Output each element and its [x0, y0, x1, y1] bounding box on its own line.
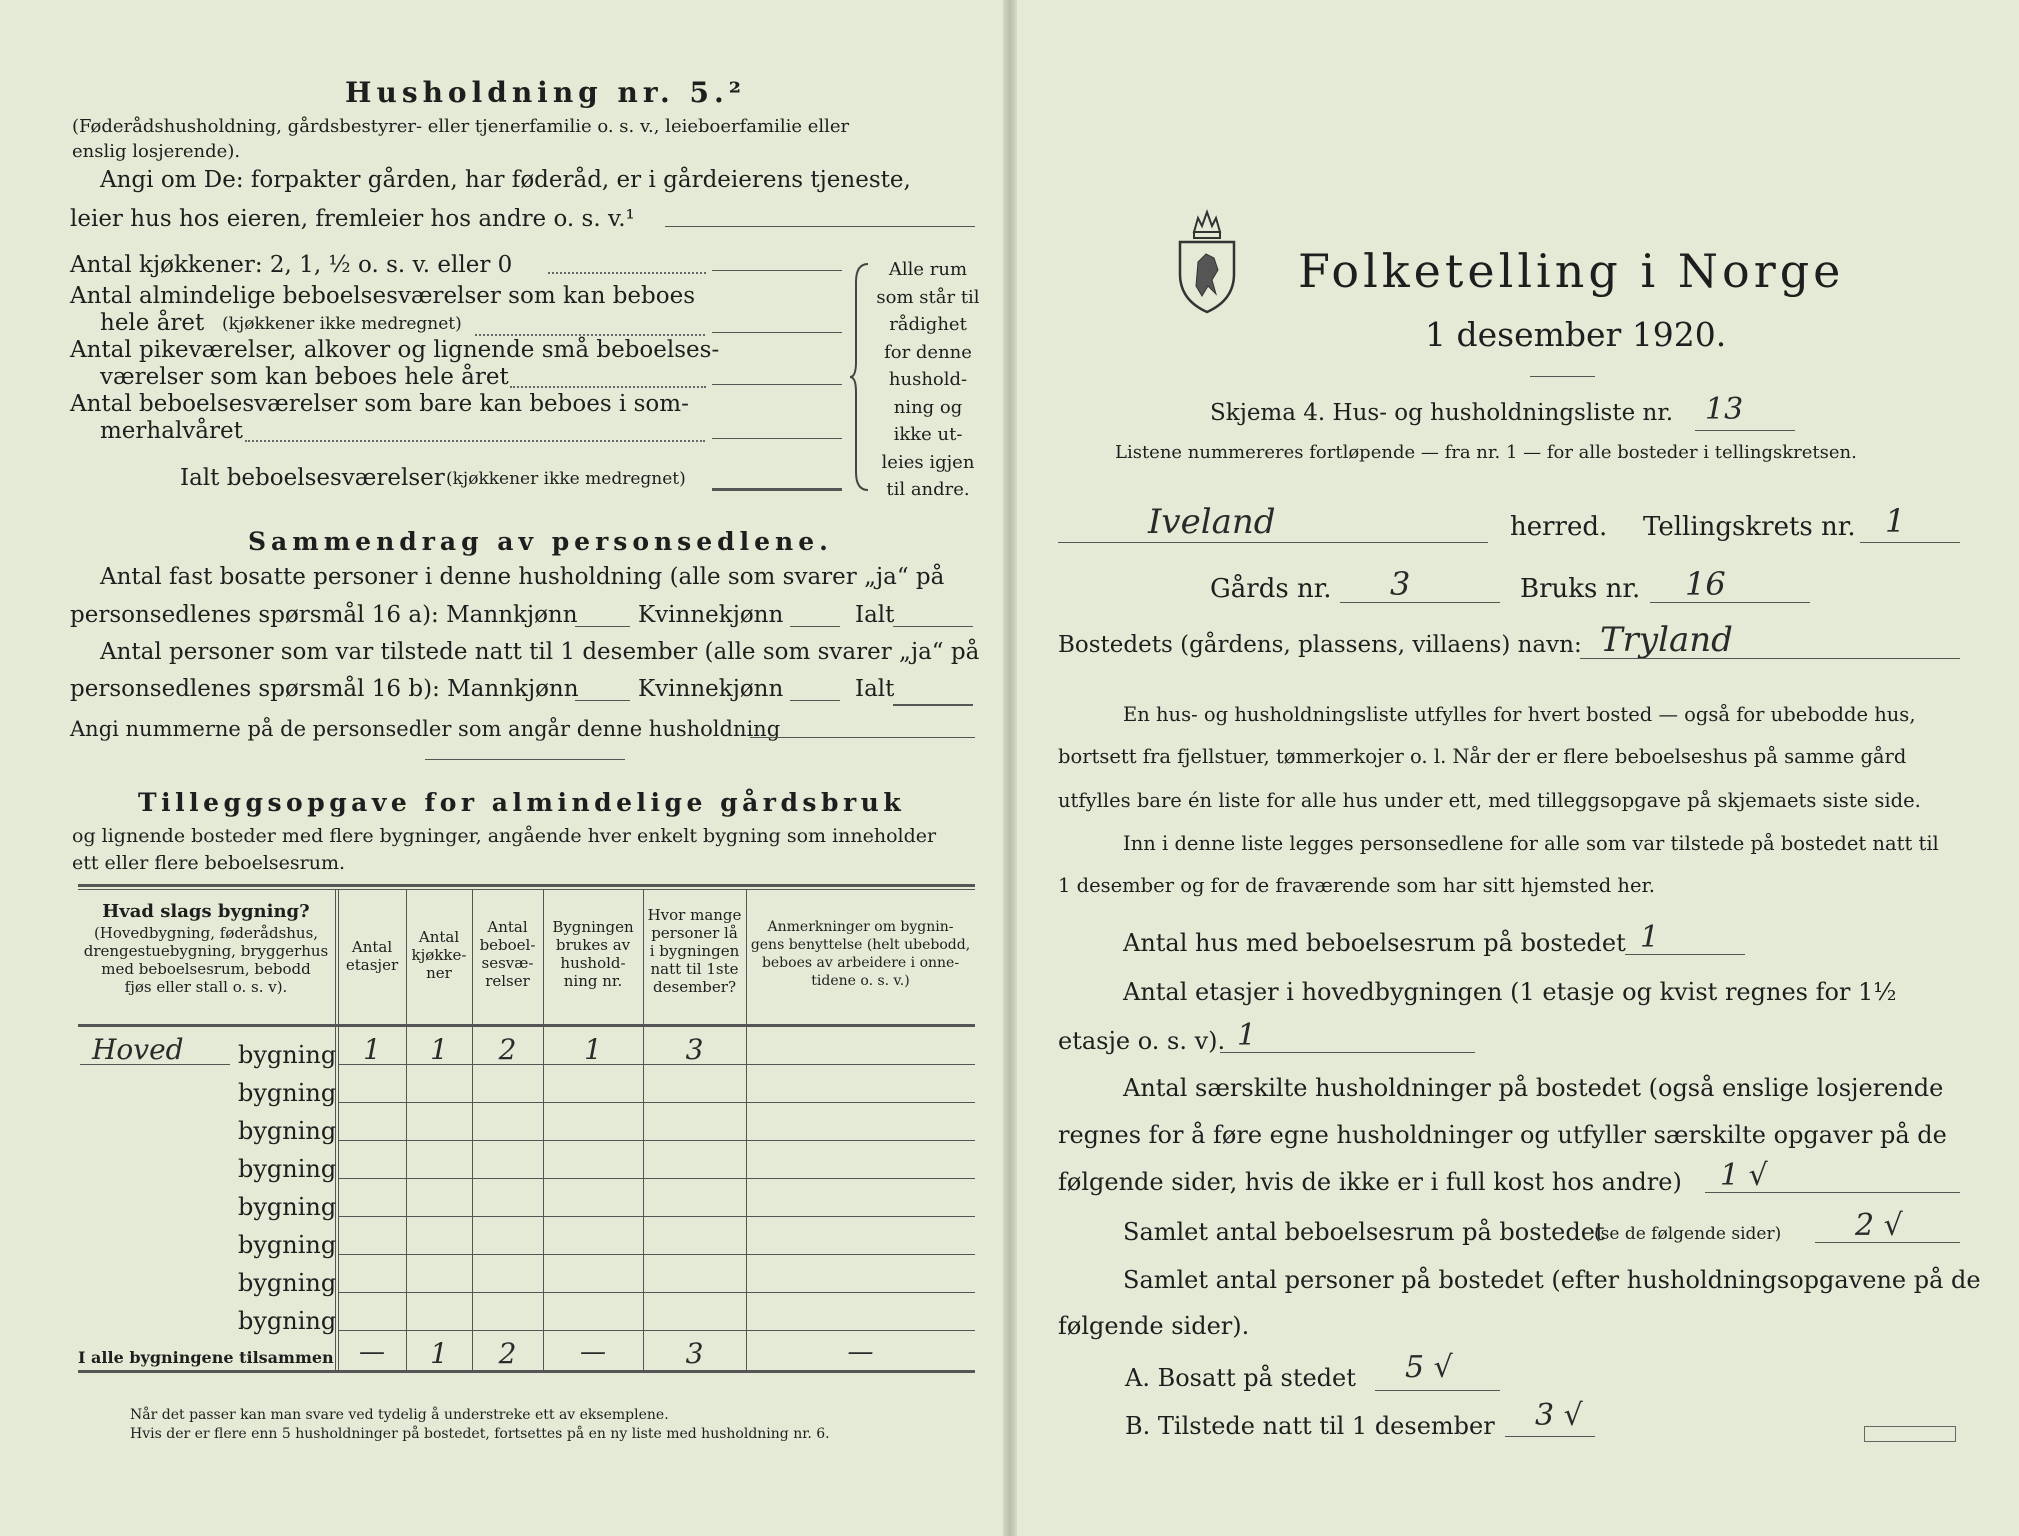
- schema-label: Skjema 4. Hus- og husholdningsliste nr.: [1210, 400, 1674, 426]
- header-line: natt til 1ste: [650, 960, 739, 978]
- header-line: sesvæ-: [481, 954, 534, 972]
- cell-vaerelser[interactable]: 2: [498, 1033, 517, 1066]
- gards-label: Gårds nr.: [1210, 574, 1332, 604]
- angi-answer-line[interactable]: [665, 226, 975, 227]
- krets-value[interactable]: 1: [1885, 502, 1906, 540]
- row-line: [338, 1330, 975, 1331]
- summary-2a: Antal personer som var tilstede natt til 1 desember (alle som svarer „ja“ på: [100, 639, 980, 665]
- ialt-2-label: Ialt: [855, 676, 895, 702]
- rooms-3-answer-line[interactable]: [712, 438, 842, 439]
- rooms-1-answer-line[interactable]: [712, 332, 842, 333]
- total-anmerkninger[interactable]: —: [847, 1337, 874, 1367]
- bosted-line: [1580, 658, 1960, 659]
- total-personer[interactable]: 3: [685, 1337, 704, 1370]
- rooms-1a: Antal almindelige beboelsesværelser som kan beboes: [70, 283, 696, 309]
- q-hush-2: regnes for å føre egne husholdninger og utfyller særskilte opgaver på de: [1058, 1121, 1947, 1149]
- header-building-line: drengestuebygning, bryggerhus: [83, 942, 329, 960]
- rum-line: [1815, 1242, 1960, 1243]
- q-pers-2: følgende sider).: [1058, 1312, 1250, 1340]
- header-line: i bygningen: [649, 942, 740, 960]
- header-building-type: [80, 900, 332, 996]
- census-date: 1 desember 1920.: [1425, 315, 1727, 354]
- row-suffix: bygning: [238, 1041, 337, 1069]
- q-tilstede: B. Tilstede natt til 1 desember: [1125, 1412, 1495, 1440]
- household-note-1: (Føderådshusholdning, gårdsbestyrer- eller tjenerfamilie o. s. v., leieboerfamilie eller: [72, 116, 850, 137]
- bosted-label: Bostedets (gårdens, plassens, villaens) navn:: [1058, 632, 1582, 658]
- footnote-2: Hvis der er flere enn 5 husholdninger på bostedet, fortsettes på en ny liste med husholdning nr. 6.: [130, 1426, 830, 1442]
- a-bosatt[interactable]: 5 √: [1405, 1350, 1453, 1385]
- summary-1a: Antal fast bosatte personer i denne husholdning (alle som svarer „ja“ på: [100, 564, 945, 590]
- table-top-border-2: [78, 889, 975, 890]
- brace-note-line: som står til: [876, 286, 980, 308]
- kitchen-answer-line[interactable]: [712, 270, 842, 271]
- schema-number[interactable]: 13: [1705, 392, 1744, 427]
- row-suffix: bygning: [238, 1193, 337, 1221]
- q-hush-3: følgende sider, hvis de ikke er i full kost hos andre): [1058, 1168, 1682, 1196]
- total-husholdning[interactable]: —: [580, 1337, 606, 1367]
- hush-line: [1705, 1192, 1960, 1193]
- bruks-label: Bruks nr.: [1520, 574, 1641, 604]
- brace-note-line: for denne: [884, 341, 972, 363]
- bosatt-line: [1375, 1390, 1500, 1391]
- right-page: [1012, 0, 2019, 1536]
- ialt-1-line[interactable]: [893, 626, 973, 627]
- rooms-2b: værelser som kan beboes hele året: [100, 364, 509, 390]
- numbering-note: Listene nummereres fortløpende — fra nr. 1 — for alle bosteder i tellingskretsen.: [1115, 442, 1857, 463]
- total-etasjer[interactable]: —: [359, 1337, 385, 1367]
- kvinne-2-label: Kvinnekjønn: [638, 676, 784, 702]
- row-suffix: bygning: [238, 1117, 337, 1145]
- info-1: En hus- og husholdningsliste utfylles for hvert bosted — også for ubebodde hus,: [1123, 703, 1916, 726]
- a-rum[interactable]: 2 √: [1855, 1208, 1903, 1243]
- row-line: [338, 1292, 975, 1293]
- header-line: Antal: [351, 938, 393, 956]
- bosted-value[interactable]: Tryland: [1600, 620, 1733, 660]
- herred-value[interactable]: Iveland: [1148, 502, 1276, 542]
- info-2: bortsett fra fjellstuer, tømmerkojer o. l. Når der er flere beboelseshus på samme gård: [1058, 745, 1907, 768]
- header-line: gens benyttelse (helt ubebodd,: [750, 937, 971, 953]
- row-suffix: bygning: [238, 1307, 337, 1335]
- row-suffix: bygning: [238, 1079, 337, 1107]
- brace-note-line: hushold-: [888, 369, 968, 390]
- rooms-2-dots: [510, 386, 706, 388]
- herred-line: [1058, 542, 1488, 543]
- cell-husholdning[interactable]: 1: [584, 1033, 602, 1066]
- row-line: [338, 1178, 975, 1179]
- a-etasjer[interactable]: 1: [1237, 1018, 1257, 1053]
- main-title: Folketelling i Norge: [1298, 244, 1845, 298]
- krets-line: [1860, 542, 1960, 543]
- hus-line: [1625, 954, 1745, 955]
- rooms-total-answer-line[interactable]: [712, 488, 842, 491]
- summary-title: Sammendrag av personsedlene.: [248, 527, 833, 556]
- cell-kjokkener[interactable]: 1: [430, 1033, 448, 1066]
- header-husholdning: [543, 918, 643, 990]
- header-line: kjøkke-: [411, 946, 467, 964]
- kvinne-1-line[interactable]: [790, 626, 840, 627]
- bruks-value[interactable]: 16: [1685, 565, 1726, 603]
- info-4: Inn i denne liste legges personsedlene for alle som var tilstede på bostedet natt til: [1123, 832, 1939, 855]
- header-personer: [643, 906, 746, 996]
- header-building-line: fjøs eller stall o. s. v).: [124, 978, 288, 996]
- book-spine: [1003, 0, 1017, 1536]
- gards-line: [1340, 602, 1500, 603]
- row-name-line: [80, 1064, 230, 1065]
- q-bosatt: A. Bosatt på stedet: [1125, 1364, 1356, 1392]
- table-top-border: [78, 884, 975, 887]
- header-line: Bygningen: [552, 918, 634, 936]
- rooms-2-answer-line[interactable]: [712, 384, 842, 385]
- header-line: Antal: [418, 928, 460, 946]
- kitchen-dots: [548, 272, 706, 274]
- rooms-total-label: Ialt beboelsesværelser: [180, 465, 445, 491]
- angi-nummer: Angi nummerne på de personsedler som angår denne husholdning: [70, 717, 781, 741]
- header-line: relser: [485, 972, 530, 990]
- row-suffix: bygning: [238, 1155, 337, 1183]
- brace-note: [868, 256, 988, 504]
- q-rum: Samlet antal beboelsesrum på bostedet: [1123, 1218, 1605, 1246]
- header-line: personer lå: [651, 924, 738, 942]
- brace-note-line: leies igjen: [881, 451, 975, 473]
- angi-line-1: Angi om De: forpakter gården, har føderåd, er i gårdeierens tjeneste,: [100, 167, 911, 193]
- etasjer-line: [1220, 1052, 1475, 1053]
- header-building-line: med beboelsesrum, bebodd: [101, 960, 311, 978]
- brace-note-line: rådighet: [889, 314, 967, 335]
- header-line: beboes av arbeidere i onne-: [761, 955, 960, 971]
- header-line: hushold-: [560, 954, 626, 972]
- title-underline: [1530, 376, 1595, 377]
- a-tilstede[interactable]: 3 √: [1535, 1398, 1583, 1433]
- total-vaerelser[interactable]: 2: [498, 1337, 517, 1370]
- header-vaerelser: [472, 918, 543, 990]
- summary-1b: personsedlenes spørsmål 16 a): Mannkjønn: [70, 602, 578, 628]
- summary-2b: personsedlenes spørsmål 16 b): Mannkjønn: [70, 676, 579, 702]
- schema-line: [1695, 430, 1795, 431]
- rooms-3b: merhalvåret: [100, 418, 243, 444]
- header-kjokkener: [406, 928, 472, 982]
- brace-note-line: ikke ut-: [893, 424, 963, 445]
- supplement-title: Tilleggsopgave for almindelige gårdsbruk: [138, 788, 906, 817]
- herred-label: herred.: [1510, 512, 1608, 542]
- info-5: 1 desember og for de fraværende som har sitt hjemsted her.: [1058, 874, 1655, 897]
- gards-value[interactable]: 3: [1390, 565, 1411, 603]
- rooms-3-dots: [245, 440, 705, 442]
- q-etasjer-2: etasje o. s. v).: [1058, 1027, 1226, 1055]
- header-line: etasjer: [345, 956, 399, 974]
- q-hus: Antal hus med beboelsesrum på bostedet: [1123, 929, 1626, 957]
- q-rum-note: (se de følgende sider): [1594, 1224, 1782, 1244]
- household-note-2: enslig losjerende).: [72, 141, 241, 162]
- a-hus[interactable]: 1: [1640, 920, 1660, 955]
- angi-nummer-line[interactable]: [750, 737, 975, 738]
- footnote-1: Når det passer kan man svare ved tydelig å understreke ett av eksemplene.: [130, 1407, 669, 1423]
- krets-label: Tellingskrets nr.: [1643, 512, 1856, 542]
- mann-1-line[interactable]: [575, 626, 630, 627]
- printer-stamp: [1864, 1426, 1956, 1442]
- header-building-line: (Hovedbygning, føderådshus,: [93, 924, 319, 942]
- ialt-2-line[interactable]: [893, 704, 973, 706]
- header-line: beboel-: [479, 936, 536, 954]
- header-line: Antal: [487, 918, 528, 936]
- q-hush-1: Antal særskilte husholdninger på bostedet (også enslige losjerende: [1123, 1074, 1944, 1102]
- cell-etasjer[interactable]: 1: [363, 1033, 381, 1066]
- total-kjokkener[interactable]: 1: [430, 1337, 448, 1370]
- tilstede-line: [1505, 1436, 1595, 1437]
- separator: [425, 759, 625, 760]
- supplement-1: og lignende bosteder med flere bygninger, angående hver enkelt bygning som inneholder: [72, 825, 937, 847]
- header-anmerkninger: [746, 918, 975, 990]
- household-title: Husholdning nr. 5.²: [345, 76, 747, 109]
- rooms-2a: Antal pikeværelser, alkover og lignende små beboelses-: [70, 337, 720, 363]
- row-suffix: bygning: [238, 1269, 337, 1297]
- rooms-total-note: (kjøkkener ikke medregnet): [446, 469, 686, 489]
- kvinne-2-line[interactable]: [790, 700, 840, 701]
- brace-note-line: ning og: [893, 396, 963, 418]
- a-hush[interactable]: 1 √: [1720, 1158, 1768, 1193]
- header-etasjer: [338, 938, 406, 974]
- kvinne-1-label: Kvinnekjønn: [638, 602, 784, 628]
- rooms-1b: hele året: [100, 310, 205, 336]
- header-line: tidene o. s. v.): [811, 973, 910, 989]
- coat-of-arms-icon: [1172, 200, 1242, 315]
- row-line: [338, 1140, 975, 1141]
- supplement-2: ett eller flere beboelsesrum.: [72, 852, 346, 874]
- angi-line-2: leier hus hos eieren, fremleier hos andre o. s. v.¹: [70, 206, 635, 232]
- rooms-1-dots: [475, 334, 705, 336]
- header-line: Anmerkninger om bygnin-: [767, 919, 954, 935]
- table-bottom-border: [78, 1370, 975, 1373]
- row-line: [338, 1102, 975, 1103]
- info-3: utfylles bare én liste for alle hus under ett, med tilleggsopgave på skjemaets siste side.: [1058, 789, 1921, 812]
- cell-personer[interactable]: 3: [685, 1033, 704, 1066]
- header-line: ning nr.: [563, 972, 623, 990]
- row-suffix: bygning: [238, 1231, 337, 1259]
- header-line: brukes av: [555, 936, 631, 954]
- header-building-title: Hvad slags bygning?: [102, 901, 310, 922]
- ialt-1-label: Ialt: [855, 602, 895, 628]
- brace-note-line: Alle rum: [888, 259, 968, 280]
- total-label: I alle bygningene tilsammen: [78, 1348, 334, 1367]
- rooms-3a: Antal beboelsesværelser som bare kan beboes i som-: [70, 391, 689, 417]
- header-line: Hvor mange: [647, 906, 742, 924]
- row-line: [338, 1254, 975, 1255]
- table-header-bottom: [78, 1024, 975, 1027]
- row-building-name[interactable]: Hoved: [92, 1033, 184, 1066]
- rooms-1c: (kjøkkener ikke medregnet): [222, 314, 462, 334]
- mann-2-line[interactable]: [575, 700, 630, 701]
- q-pers-1: Samlet antal personer på bostedet (efter husholdningsopgavene på de: [1123, 1266, 1981, 1294]
- bruks-line: [1650, 602, 1810, 603]
- brace-note-line: til andre.: [886, 479, 970, 500]
- header-line: desember?: [653, 978, 736, 996]
- header-line: ner: [426, 964, 452, 982]
- row-line: [338, 1216, 975, 1217]
- kitchen-line: Antal kjøkkener: 2, 1, ½ o. s. v. eller 0: [70, 252, 513, 278]
- q-etasjer-1: Antal etasjer i hovedbygningen (1 etasje og kvist regnes for 1½: [1123, 978, 1897, 1006]
